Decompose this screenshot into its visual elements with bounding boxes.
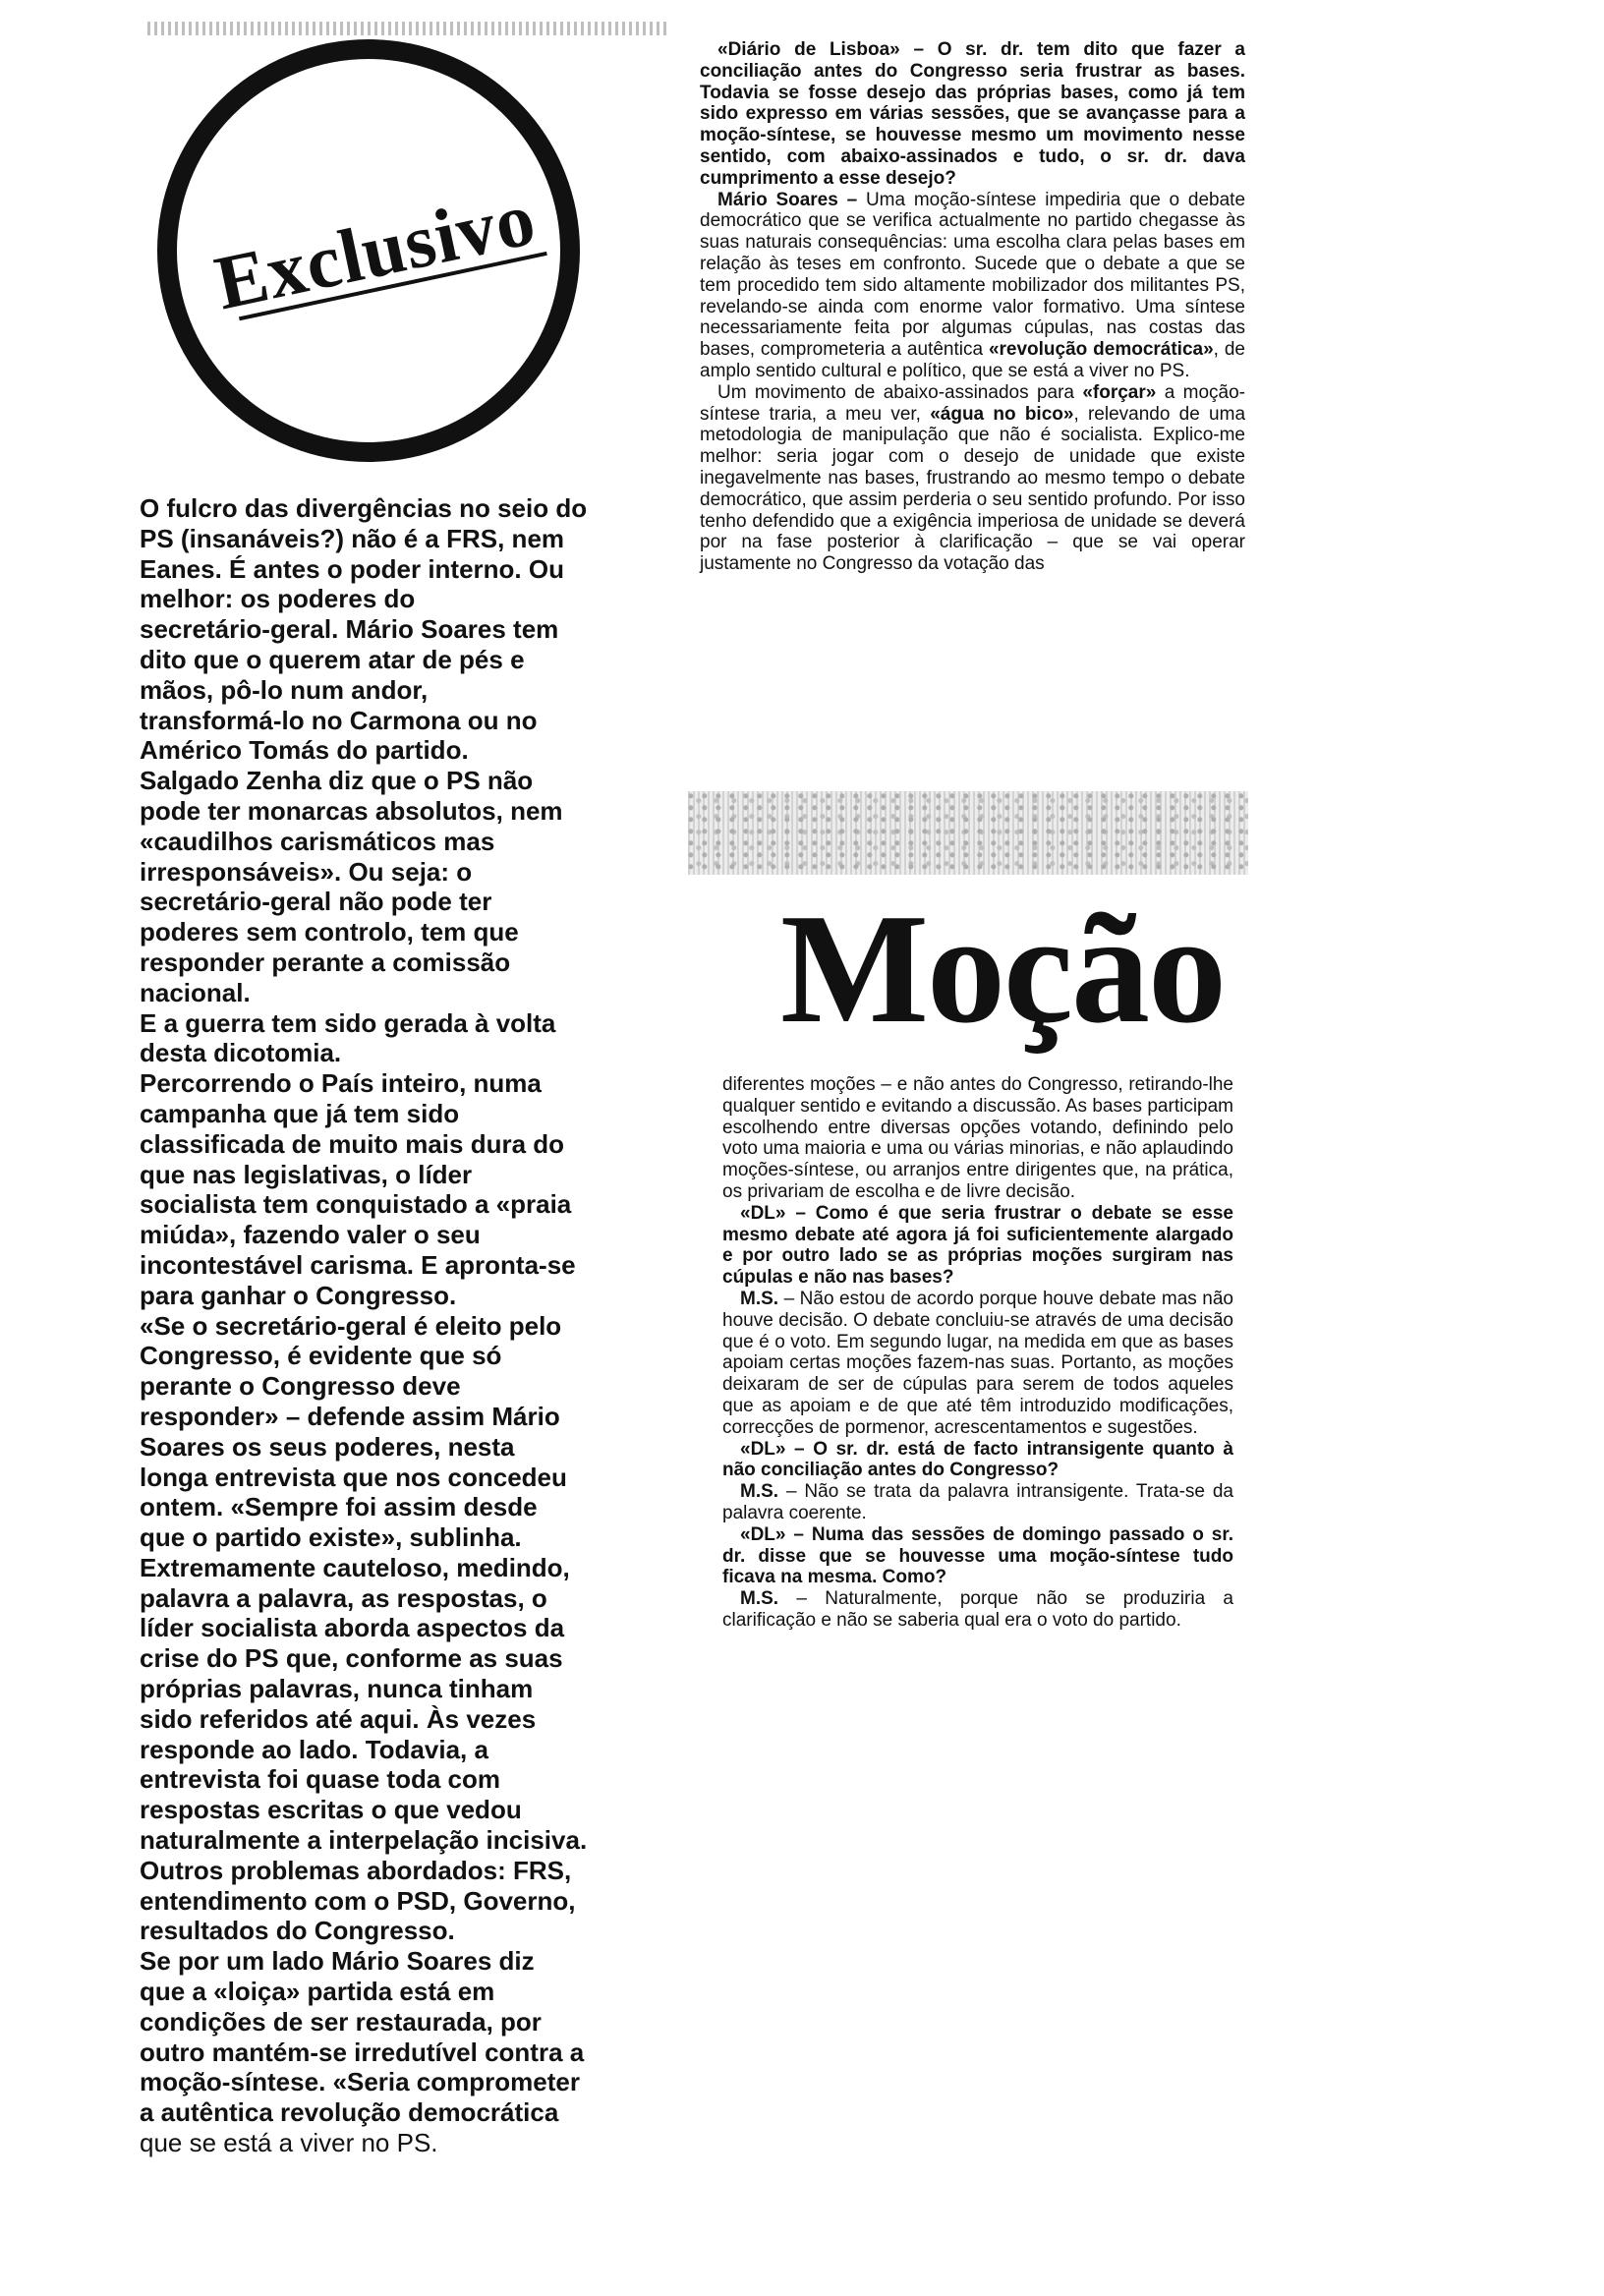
headline: Moção: [779, 881, 1226, 1056]
answer-1-cont-b: «forçar»: [1082, 381, 1157, 403]
answer-1-cont-d: «água no bico»: [930, 403, 1074, 425]
interview-column-top: [700, 39, 1245, 575]
answer-3-speaker: M.S.: [740, 1481, 779, 1503]
question-1: «Diário de Lisboa» – O sr. dr. tem dito que fazer a conciliação antes do Congresso seria frustrar as bases. Todavia se fosse desejo das próprias bases, como já tem sido expresso em várias sessões, que se avançasse para a moção-síntese, se houvesse mesmo um movimento nesse sentido, com abaixo-assinados e tudo, o sr. dr. dava cumprimento a esse desejo?: [700, 39, 1245, 189]
answer-1: [700, 190, 1245, 382]
photo-strip: [688, 791, 1248, 875]
intro-last-line: que se está a viver no PS.: [140, 2128, 438, 2158]
answer-4-speaker: M.S.: [740, 1588, 779, 1610]
answer-4-text: – Naturalmente, porque não se produziria a clarificação e não se saberia qual era o voto do partido.: [722, 1588, 1233, 1631]
answer-1-speaker: Mário Soares –: [717, 189, 858, 210]
question-4: «DL» – Numa das sessões de domingo passado o sr. dr. disse que se houvesse uma moção-síntese tudo ficava na mesma. Como?: [722, 1523, 1233, 1588]
answer-4: [722, 1588, 1233, 1632]
answer-2-speaker: M.S.: [740, 1288, 779, 1309]
answer-1-cont-c: a moção-síntese traria, a meu ver,: [700, 381, 1245, 425]
answer-1-tail: , de amplo sentido cultural e político, que se está a viver no PS.: [700, 339, 1245, 381]
intro-lead: [140, 493, 690, 2158]
answer-2: [722, 1289, 1233, 1439]
intro-bold-text: O fulcro das divergências no seio do PS (insanáveis?) não é a FRS, nem Eanes. É antes o poder interno. Ou melhor: os poderes do secretário-geral. Mário Soares tem dito que o querem atar de pés e mãos, pô-lo num andor, transformá-lo no Carmona ou no Américo Tomás do partido. Salgado Zenha diz que o PS não pode ter monarcas absolutos, nem «caudilhos carismáticos mas irresponsáveis». Ou seja: o secretário-geral não pode ter poderes sem controlo, tem que responder perante a comissão nacional. E a guerra tem sido gerada à volta desta dicotomia. Percorrendo o País inteiro, numa campanha que já tem sido classificada de muito mais dura do que nas legislativas, o líder socialista tem conquistado a «praia miúda», fazendo valer o seu incontestável carisma. E apronta-se para ganhar o Congresso. «Se o secretário-geral é eleito pelo Congresso, é evidente que só perante o Congresso deve responder» – defende assim Mário Soares os seus poderes, nesta longa entrevista que nos concedeu ontem. «Sempre foi assim desde que o partido existe», sublinha. Extremamente cauteloso, medindo, palavra a palavra, as respostas, o líder socialista aborda aspectos da crise do PS que, conforme as suas próprias palavras, nunca tinham sido referidos até aqui. Às vezes responde ao lado. Todavia, a entrevista foi quase toda com respostas escritas o que vedou naturalmente a interpelação incisiva. Outros problemas abordados: FRS, entendimento com o PSD, Governo, resultados do Congresso. Se por um lado Mário Soares diz que a «loiça» partida está em condições de ser restaurada, por outro mantém-se irredutível contra a moção-síntese. «Seria comprometer a autêntica revolução democrática: [140, 493, 588, 2128]
stamp-label: Exclusivo: [194, 171, 558, 331]
scan-artifact: [147, 22, 668, 35]
answer-3: [722, 1481, 1233, 1524]
interview-column-bottom: [722, 1074, 1233, 1632]
answer-3-text: – Não se trata da palavra intransigente. Trata-se da palavra coerente.: [722, 1481, 1233, 1523]
answer-1-cont-e: , relevando de uma metodologia de manipulação que não é socialista. Explico-me melhor: seria jogar com o desejo de unidade que existe inegavelmente nas bases, frustrando ao mesmo tempo o debate democrático, que assim perderia o seu sentido profundo. Por isso tenho defendido que a exigência imperiosa de unidade se deverá por na fase posterior à clarificação – que se vai operar justamente no Congresso da votação das: [700, 403, 1246, 575]
answer-1-cont-a: Um movimento de abaixo-assinados para: [717, 381, 1083, 403]
question-2: «DL» – Como é que seria frustrar o debate se esse mesmo debate até agora já foi suficientemente alargado e por outro lado se as próprias moções surgiram nas cúpulas e não nas bases?: [722, 1202, 1233, 1289]
answer-1-emphasis: «revolução democrática»: [988, 339, 1214, 361]
answer-1-end: diferentes moções – e não antes do Congresso, retirando-lhe qualquer sentido e evitando a discussão. As bases participam escolhendo entre diversas opções votando, definindo pelo voto uma maioria e uma ou várias minorias, e não aplaudindo moções-síntese, ou arranjos entre dirigentes que, na prática, os privariam de escolha e de livre decisão.: [722, 1074, 1233, 1202]
question-3: «DL» – O sr. dr. está de facto intransigente quanto à não conciliação antes do Congresso?: [722, 1438, 1233, 1481]
answer-1-text: Uma moção-síntese impediria que o debate democrático que se verifica actualmente no partido chegasse às suas naturais consequências: uma escolha clara pelas bases em relação às teses em confronto. Sucede que o debate a que se tem procedido tem sido altamente mobilizador dos militantes PS, revelando-se ainda com enorme valor formativo. Uma síntese necessariamente feita por algumas cúpulas, nas costas das bases, comprometeria a autêntica: [700, 189, 1246, 361]
exclusivo-stamp: [157, 39, 580, 462]
answer-2-text: – Não estou de acordo porque houve debate mas não houve decisão. O debate concluiu-se através de uma decisão que é o voto. Em segundo lugar, na medida em que as bases apoiam certas moções fazem-nas suas. Portanto, as moções deixaram de ser de cúpulas para serem de todos aqueles que as apoiam e de que até têm introduzido modificações, correcções de pormenor, acrescentamentos e sugestões.: [722, 1288, 1233, 1438]
answer-1-continued: [700, 382, 1245, 575]
